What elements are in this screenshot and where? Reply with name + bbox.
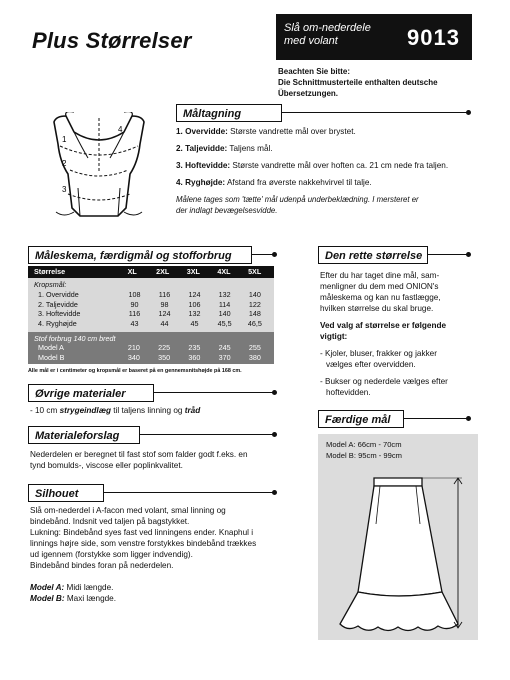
- model-b-line: Model B: Maxi længde.: [30, 594, 117, 603]
- oevrige-heading: Øvrige materialer: [28, 384, 154, 402]
- oevrige-rule-dot: [272, 390, 277, 395]
- fabric-rows: [32, 343, 270, 362]
- translation-note-line2: Die Schnittmusterteile enthalten deutsche: [278, 78, 438, 87]
- materialeforslag-text: Nederdelen er beregnet til fast stof som falder godt f.eks. en tynd bomulds-, viscose eller poplinkvalitet.: [30, 450, 248, 470]
- table-row: Model B 340 350 360 370 380: [38, 352, 261, 362]
- materialeforslag-heading: Materialeforslag: [28, 426, 140, 444]
- figure-label-2: 2: [62, 159, 67, 168]
- table-row: 2. Taljevidde 90 98 106 114 122: [38, 299, 261, 309]
- figure-label-3: 3: [62, 185, 67, 194]
- silhouet-heading: Silhouet: [28, 484, 104, 502]
- skirt-illustration: [318, 464, 478, 636]
- measure-item-4: 4. Ryghøjde: Afstand fra øverste nakkehvirvel til talje.: [176, 178, 372, 187]
- table-row: 1. Overvidde 108 116 124 132 140: [38, 290, 261, 299]
- pattern-number: 9013: [407, 25, 460, 50]
- maaltagning-rule-dot: [466, 110, 471, 115]
- materialeforslag-rule-dot: [272, 432, 277, 437]
- faerdige-rule-dot: [466, 416, 471, 421]
- translation-note-line1: Beachten Sie bitte:: [278, 67, 351, 76]
- measure-item-1: 1. Overvidde: Største vandrette mål over brystet.: [176, 127, 356, 136]
- table-row: 4. Ryghøjde 43 44 45 45,5 46,5: [38, 318, 262, 328]
- body-measure-rows: [32, 290, 270, 328]
- kropsmaal-label: Kropsmål:: [34, 280, 67, 289]
- rette-text: Efter du har taget dine mål, sam- menligner du dem med ONION's måleskema og kan nu fastlægge, hvilken størrelse du skal bruge. Ved valg af størrelse er følgende vigtigt: - Kjoler, bluser, frakker og jakker vælges efter overvidden. - Bukser og nederdele vælges efter hoftevidden.: [320, 271, 448, 397]
- maaleskema-heading: Måleskema, færdigmål og stofforbrug: [28, 246, 252, 264]
- pattern-title: [284, 22, 371, 48]
- pattern-title-line2: med volant: [284, 35, 338, 47]
- faerdige-heading: Færdige mål: [318, 410, 404, 428]
- rette-rule-dot: [466, 252, 471, 257]
- table-row: Model A 210 225 235 245 255: [38, 343, 261, 352]
- table-row: 3. Hoftevidde 116 124 132 140 148: [38, 309, 261, 318]
- stof-label: Stof forbrug 140 cm bredt: [34, 334, 116, 343]
- silhouet-text: Slå om-nederdel i A-facon med volant, smal linning og bindebånd. Indsnit ved taljen på bagstykket. Lukning: Bindebånd syes fast ved linningens ender. Knaphul i linnings højre side, som venstre forstykkes bindebånd trækkes ud igennem (forstykke som ligger indvendig). Bindebånd bindes foran på nederdelen. Model A: Midi længde. Model B: Maxi længde.: [30, 505, 282, 604]
- figure-label-4: 4: [118, 125, 123, 134]
- measure-item-2: 2. Taljevidde: Taljens mål.: [176, 144, 273, 153]
- measure-item-3: 3. Hoftevidde: Største vandrette mål over hoften ca. 21 cm nede fra taljen.: [176, 161, 449, 170]
- maaltagning-heading: Måltagning: [176, 104, 282, 122]
- finished-model-a: Model A: 66cm - 70cm: [326, 440, 402, 449]
- body-measurement-figure: [34, 112, 164, 218]
- finished-model-b: Model B: 95cm - 99cm: [326, 451, 402, 460]
- translation-note-line3: Übersetzungen.: [278, 89, 339, 98]
- model-a-line: Model A: Midi længde.: [30, 583, 114, 592]
- figure-label-1: 1: [62, 135, 67, 144]
- translation-note: [278, 66, 478, 99]
- measure-note: Målene tages som 'tætte' mål udenpå underbeklædning. I mersteret er der indlagt bevægelsesvidde.: [176, 195, 419, 215]
- size-chart-header-row: Størrelse XL 2XL 3XL 4XL 5XL: [34, 267, 262, 276]
- rette-heading: Den rette størrelse: [318, 246, 428, 264]
- brand-title: Plus Størrelser: [32, 28, 192, 53]
- pattern-title-box: [276, 14, 472, 60]
- maaltagning-list: [176, 126, 476, 216]
- silhouet-rule-dot: [272, 490, 277, 495]
- skirt-panel: [318, 434, 478, 640]
- size-chart: [28, 266, 274, 364]
- size-chart-footnote: Alle mål er i centimeter og kropsmål er baseret på en gennemsnitshøjde på 168 cm.: [28, 368, 242, 374]
- maaleskema-rule-dot: [272, 252, 277, 257]
- pattern-title-line1: Slå om-nederdele: [284, 22, 371, 34]
- oevrige-text: - 10 cm strygeindlæg til taljens linning og tråd: [30, 406, 201, 415]
